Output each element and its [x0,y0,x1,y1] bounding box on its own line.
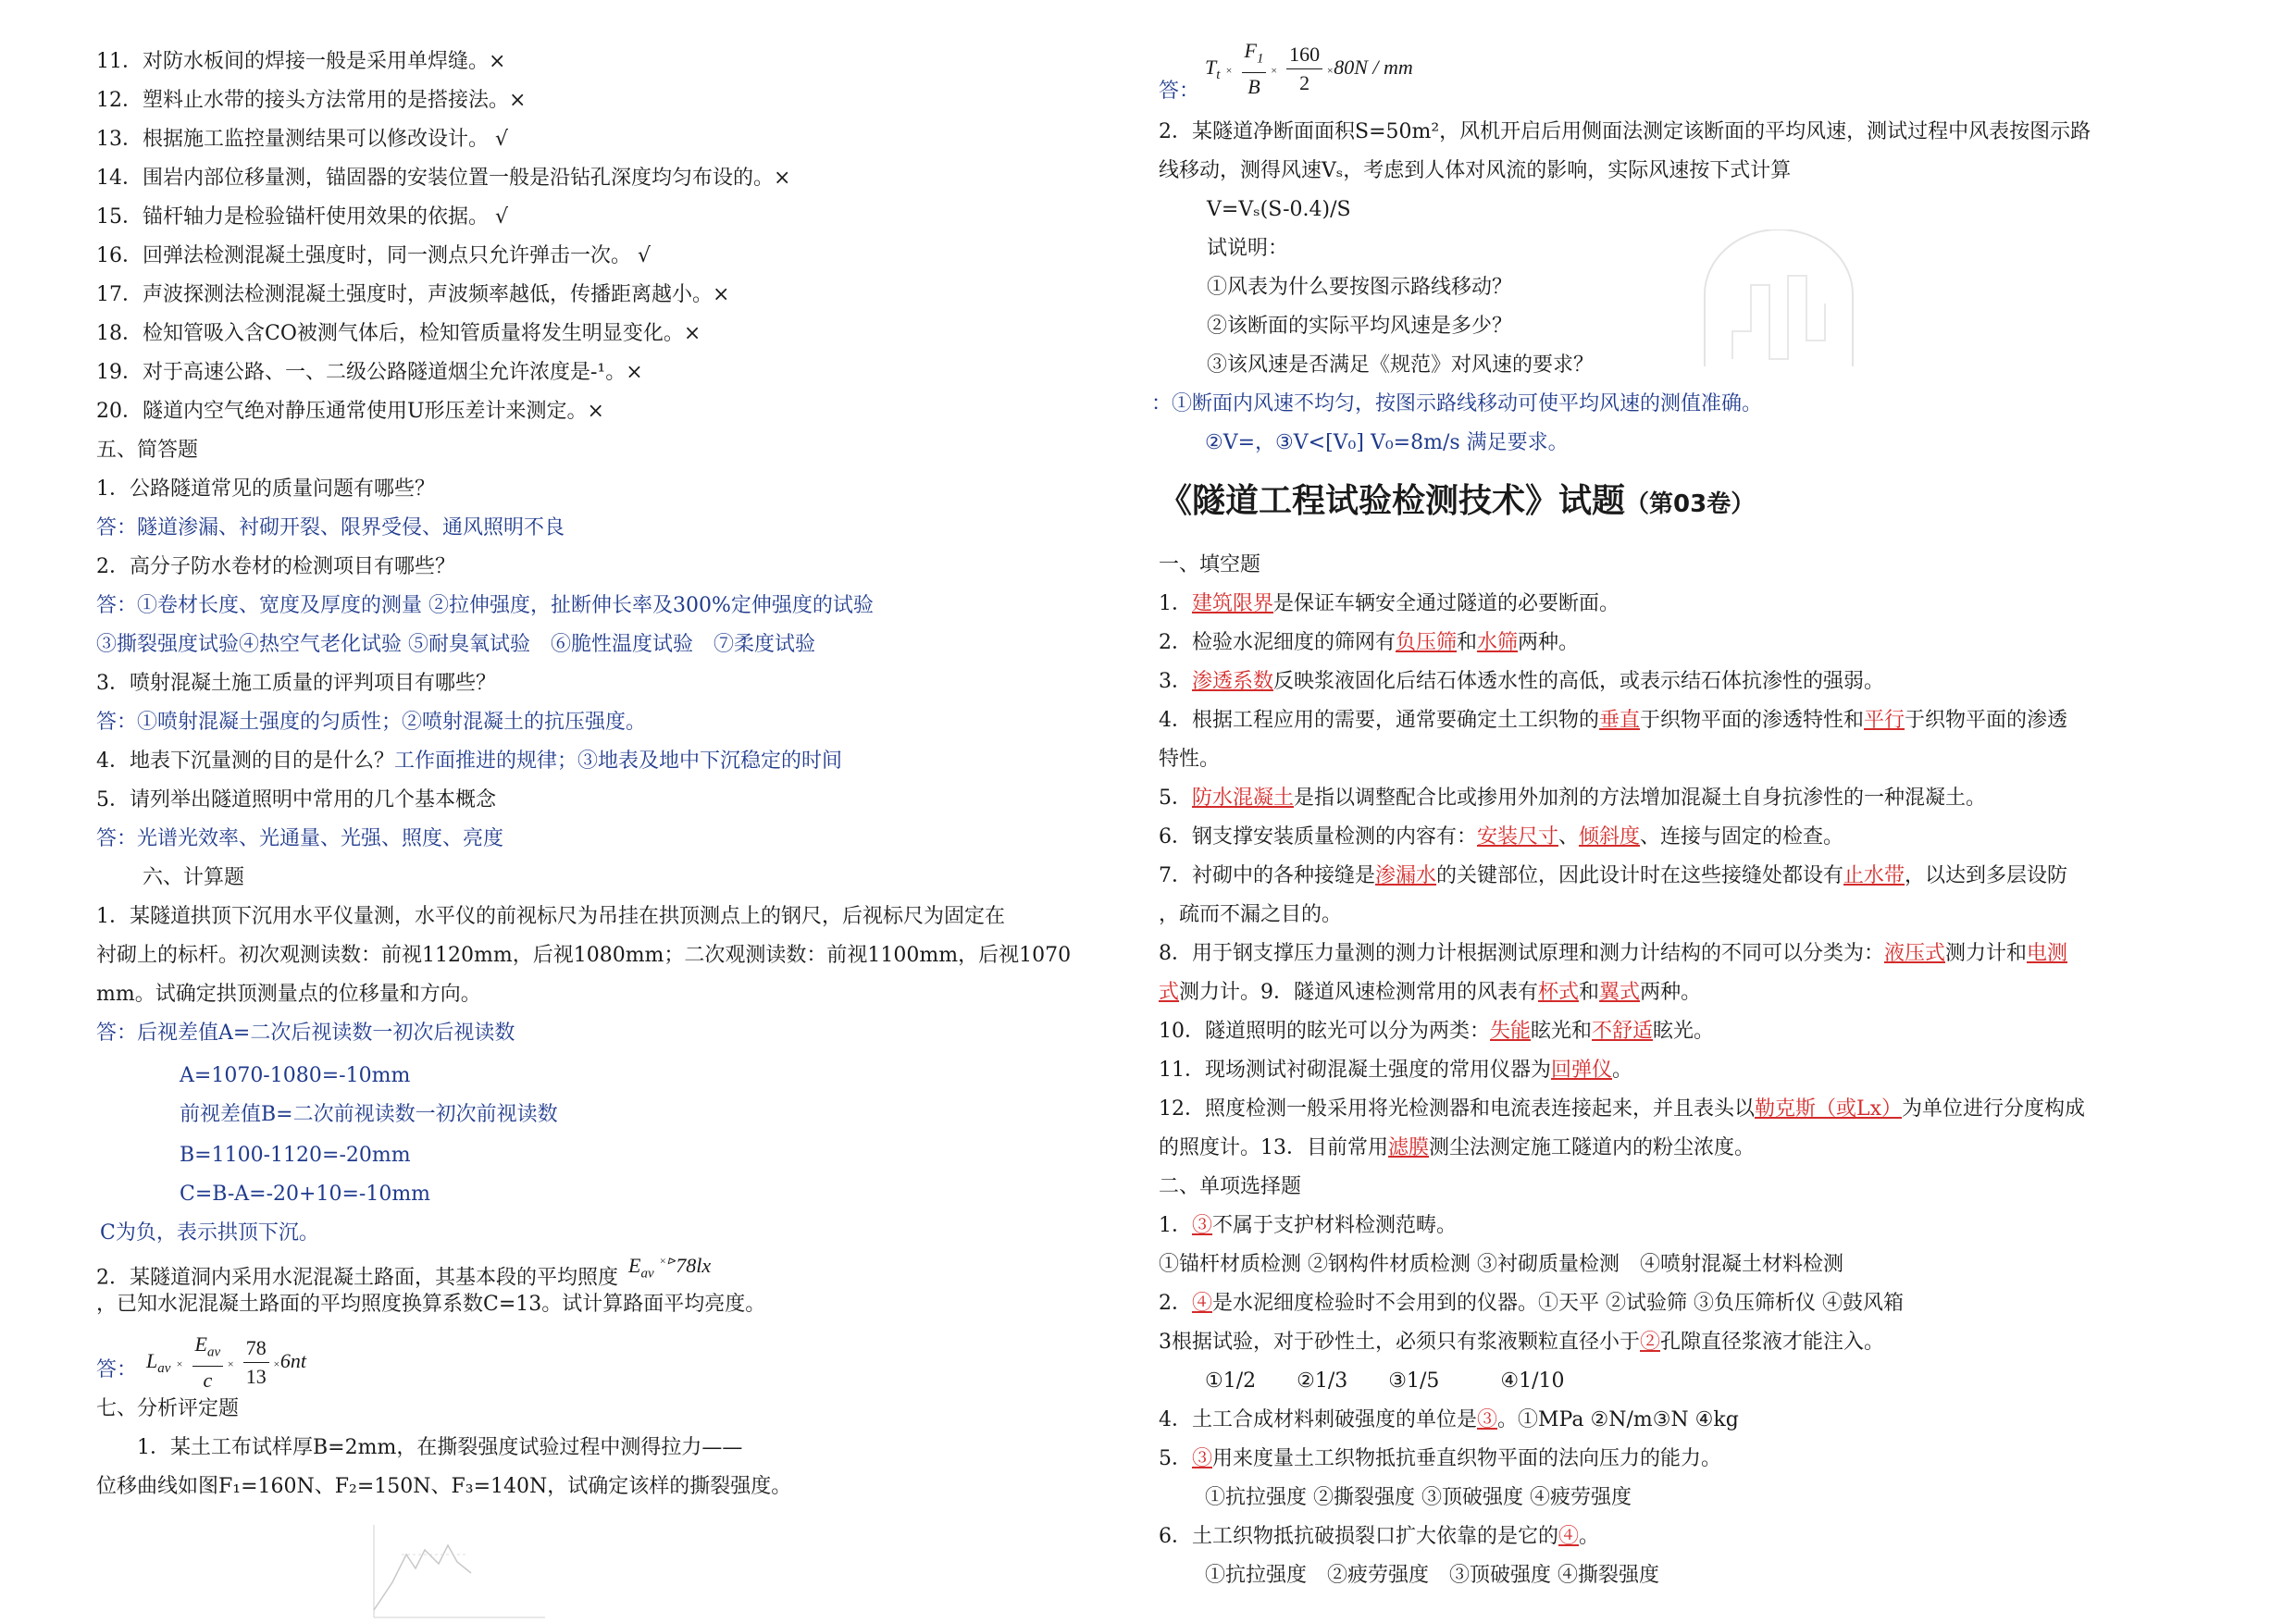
fill-item-12a [1159,1096,2085,1123]
fill-item-8b [1159,979,1701,1007]
judge-item: 18．检知管吸入含CO被测气体后，检知管质量将发生明显变化。× [96,322,701,345]
fill-text: 的照度计。13．目前常用 [1159,1136,1388,1159]
fill-item-6 [1159,824,1843,851]
choice-item-4 [1159,1406,1739,1434]
section-title-2: 二、单项选择题 [1159,1175,1302,1198]
fill-answer: 不舒适 [1592,1020,1654,1043]
choice-text: 孔隙直径浆液才能注入。 [1660,1331,1885,1354]
fill-text: 和 [1457,631,1478,654]
choice-text: 是水泥细度检验时不会用到的仪器。①天平 ②试验筛 ③负压筛析仪 ④鼓风箱 [1212,1292,1904,1315]
question-7-2f: ②该断面的实际平均风速是多少？ [1207,315,1513,338]
choice-answer: ③ [1192,1447,1213,1470]
answer-5-2b: ③撕裂强度试验④热空气老化试验 ⑤耐臭氧试验 ⑥脆性温度试验 ⑦柔度试验 [96,633,815,656]
question-5-3: 3．喷射混凝土施工质量的评判项目有哪些？ [96,672,496,695]
question-7-2d: 试说明： [1207,237,1289,260]
judge-item: 20．隧道内空气绝对静压通常使用U形压差计来测定。× [96,400,604,423]
choice-item-6-options: ①抗拉强度 ②疲劳强度 ③顶破强度 ④撕裂强度 [1205,1564,1659,1587]
fill-text: 反映浆液固化后结石体透水性的高低，或表示结石体抗渗性的强弱。 [1273,670,1885,693]
fill-answer: 渗透系数 [1192,670,1274,693]
question-6-1b: 衬砌上的标杆。初次观测读数：前视1120mm，后视1080mm；二次观测读数：前视1100mm，后视1070 [96,944,1072,967]
fill-text: 4．根据工程应用的需要，通常要确定土工织物的 [1159,709,1599,732]
fill-answer: 负压筛 [1396,631,1458,654]
fill-text: 3． [1159,670,1192,693]
judge-item: 14．围岩内部位移量测，锚固器的安装位置一般是沿钻孔深度均匀布设的。× [96,167,791,190]
answer-5-2a: 答：①卷材长度、宽度及厚度的测量 ②拉伸强度，扯断伸长率及300%定伸强度的试验 [96,594,874,617]
fill-answer: 液压式 [1884,942,1946,965]
question-6-2-text: 2．某隧道洞内采用水泥混凝土路面，其基本段的平均照度 [96,1266,618,1290]
fill-item-8a [1159,940,2067,968]
judge-item: 17．声波探测法检测混凝土强度时，声波频率越低，传播距离越小。× [96,283,730,306]
choice-answer: ③ [1477,1408,1498,1431]
answer-6-1f: C为负，表示拱顶下沉。 [100,1221,319,1245]
choice-answer: ④ [1558,1525,1580,1548]
question-7-1a: 1．某土工布试样厚B=2mm，在撕裂强度试验过程中测得拉力—— [137,1436,743,1459]
fill-item-4b: 特性。 [1159,748,1221,771]
answer-5-3: 答：①喷射混凝土强度的匀质性；②喷射混凝土的抗压强度。 [96,711,647,734]
force-displacement-curve-image [365,1518,550,1619]
fill-text: 12．照度检测一般采用将光检测器和电流表连接起来，并且表头以 [1159,1097,1755,1121]
fill-text: 的关键部位，因此设计时在这些接缝处都设有 [1436,864,1844,887]
tear-strength-formula: $T_t$ × $\frac{F_1}{B}$ × $\frac{160}{2}$ ×80N / mm [1205,39,1413,99]
choice-item-6 [1159,1523,1599,1551]
fill-text: 测力计和 [1945,942,2028,965]
judge-item: 19．对于高速公路、一、二级公路隧道烟尘允许浓度是-¹。× [96,361,643,384]
fill-item-7a [1159,862,2067,890]
answer-5-4: 工作面推进的规律；③地表及地中下沉稳定的时间 [394,750,843,773]
fill-answer: 翼式 [1599,981,1641,1004]
fill-text: 7．衬砌中的各种接缝是 [1159,864,1375,887]
question-5-2: 2．高分子防水卷材的检测项目有哪些？ [96,555,455,578]
fill-item-1 [1159,590,1620,618]
answer-6-1a: 答：后视差值A=二次后视读数一初次后视读数 [96,1022,515,1045]
fill-answer: 式 [1159,981,1180,1004]
choice-item-5-options: ①抗拉强度 ②撕裂强度 ③顶破强度 ④疲劳强度 [1205,1486,1632,1509]
question-7-2e: ①风表为什么要按图示路线移动？ [1207,276,1513,299]
fill-answer: 倾斜度 [1579,825,1641,849]
fill-answer: 失能 [1490,1020,1532,1043]
fill-text: 6．钢支撑安装质量检测的内容有： [1159,825,1477,849]
fill-text: 和 [1579,981,1600,1004]
question-7-1b: 位移曲线如图F₁=160N、F₂=150N、F₃=140N，试确定该样的撕裂强度。 [96,1475,792,1498]
exam-title-main: 《隧道工程试验检测技术》试题 [1159,482,1626,520]
fill-text: 2．检验水泥细度的筛网有 [1159,631,1396,654]
question-6-1c: mm。试确定拱顶测量点的位移量和方向。 [96,983,481,1006]
fill-text: 、连接与固定的检查。 [1640,825,1844,849]
question-7-2b: 线移动，测得风速Vₛ，考虑到人体对风流的影响，实际风速按下式计算 [1159,159,1792,182]
question-7-2a: 2．某隧道净断面面积S=50m²，风机开启后用侧面法测定该断面的平均风速，测试过程中风表按图示路 [1159,120,2091,143]
fill-text: 于织物平面的渗透特性和 [1640,709,1865,732]
fill-answer: 水筛 [1477,631,1519,654]
choice-text: 4．土工合成材料刺破强度的单位是 [1159,1408,1477,1431]
choice-text: 3根据试验，对于砂性土，必须只有浆液颗粒直径小于 [1159,1331,1640,1354]
fill-text: ，以达到多层设防 [1905,864,2068,887]
fill-text: 两种。 [1518,631,1580,654]
choice-text: 。 [1579,1525,1600,1548]
tunnel-section-image [1695,229,1862,368]
fill-text: 10．隧道照明的眩光可以分为两类： [1159,1020,1490,1043]
luminance-result: 6nt [279,1348,306,1372]
choice-answer: ③ [1192,1214,1213,1237]
fill-answer: 滤膜 [1388,1136,1430,1159]
question-6-1a: 1．某隧道拱顶下沉用水平仪量测，水平仪的前视标尺为吊挂在拱顶测点上的钢尺，后视标尺为固定在 [96,905,1006,928]
choice-answer: ④ [1192,1292,1213,1315]
choice-item-3-options: ①1/2 ②1/3 ③1/5 ④1/10 [1205,1369,1565,1393]
choice-text: 。①MPa ②N/m③N ④kg [1497,1408,1739,1431]
fill-item-2 [1159,629,1579,657]
fill-text: 5． [1159,787,1192,810]
choice-item-2 [1159,1290,1904,1318]
answer-7-1-prefix: 答： [1159,80,1200,103]
judge-item: 15．锚杆轴力是检验锚杆使用效果的依据。 √ [96,205,509,229]
fill-text: 。 [1612,1059,1633,1082]
section-title-7: 七、分析评定题 [96,1397,240,1420]
question-5-5: 5．请列举出隧道照明中常用的几个基本概念 [96,788,496,812]
illuminance-formula: $E_{av}$ ×⊳78lx [628,1254,712,1282]
choice-item-1-options: ①锚杆材质检测 ②钢构件材质检测 ③衬砌质量检测 ④喷射混凝土材料检测 [1159,1253,1843,1276]
fill-text: 为单位进行分度构成 [1902,1097,2086,1121]
choice-item-3 [1159,1329,1884,1357]
choice-text: 6．土工织物抵抗破损裂口扩大依靠的是它的 [1159,1525,1558,1548]
fill-text: 1． [1159,592,1192,615]
luminance-formula: $L_{av}$ × $\frac{E_{av}}{c}$ × $\frac{78}{13}$ ×6nt [146,1332,306,1393]
exam-title-volume: （第03卷） [1625,490,1756,518]
fill-text: 8．用于钢支撑压力量测的测力计根据测试原理和测力计结构的不同可以分类为： [1159,942,1884,965]
tear-strength-result: 80N / mm [1334,55,1413,79]
answer-6-1e: C=B-A=-20+10=-10mm [180,1183,431,1206]
fill-text: 测尘法测定施工隧道内的粉尘浓度。 [1429,1136,1756,1159]
fill-answer: 平行 [1864,709,1905,732]
choice-text: 5． [1159,1447,1192,1470]
fill-answer: 回弹仪 [1551,1059,1613,1082]
choice-answer: ② [1640,1331,1661,1354]
fill-item-5 [1159,785,1986,812]
fill-item-11 [1159,1057,1632,1084]
answer-5-1: 答：隧道渗漏、衬砌开裂、限界受侵、通风照明不良 [96,516,565,539]
fill-answer: 止水带 [1843,864,1905,887]
answer-6-1d: B=1100-1120=-20mm [180,1144,411,1167]
question-7-2g: ③该风速是否满足《规范》对风速的要求？ [1207,353,1595,377]
fill-answer: 杯式 [1538,981,1580,1004]
fill-text: 是指以调整配合比或掺用外加剂的方法增加混凝土自身抗渗性的一种混凝土。 [1294,787,1987,810]
fill-text: 两种。 [1640,981,1702,1004]
fill-item-4a [1159,707,2067,735]
fill-text: 测力计。9．隧道风速检测常用的风表有 [1179,981,1539,1004]
fill-item-12b [1159,1134,1755,1162]
illuminance-value: 78lx [676,1254,712,1278]
answer-5-5: 答：光谱光效率、光通量、光强、照度、亮度 [96,827,504,850]
fill-text: 11．现场测试衬砌混凝土强度的常用仪器为 [1159,1059,1551,1082]
answer-6-2-prefix: 答： [96,1358,138,1381]
section-title-5: 五、简答题 [96,439,199,462]
answer-6-1c: 前视差值B=二次前视读数一初次前视读数 [180,1103,558,1126]
answer-6-1b: A=1070-1080=-10mm [180,1064,411,1087]
fill-answer: 建筑限界 [1192,592,1274,615]
question-5-4: 4．地表下沉量测的目的是什么？ [96,750,394,773]
fill-answer: 防水混凝土 [1192,787,1295,810]
answer-7-2b: ②V=，③V<[V₀] V₀=8m/s 满足要求。 [1205,431,1569,454]
choice-text: 不属于支护材料检测范畴。 [1212,1214,1458,1237]
answer-7-2a: ：①断面内风速不均匀，按图示路线移动可使平均风速的测值准确。 [1151,392,1763,415]
choice-text: 1． [1159,1214,1192,1237]
judge-item: 11．对防水板间的焊接一般是采用单焊缝。× [96,50,506,73]
question-5-4-line [96,748,842,775]
fill-text: 是保证车辆安全通过隧道的必要断面。 [1273,592,1620,615]
choice-text: 2． [1159,1292,1192,1315]
judge-item: 16．回弹法检测混凝土强度时，同一测点只允许弹击一次。 √ [96,244,652,267]
section-title-6: 六、计算题 [143,866,245,889]
fill-item-10 [1159,1018,1714,1046]
fill-item-3 [1159,668,1884,696]
exam-title [1159,481,1755,525]
fill-text: 于织物平面的渗透 [1905,709,2068,732]
fill-answer: 渗漏水 [1375,864,1437,887]
judge-item: 13．根据施工监控量测结果可以修改设计。 √ [96,128,509,151]
choice-item-1 [1159,1212,1457,1240]
question-7-2c: V=Vₛ(S-0.4)/S [1207,198,1351,221]
question-6-2b: ，已知水泥混凝土路面的平均照度换算系数C=13。试计算路面平均亮度。 [96,1293,766,1316]
fill-answer: 安装尺寸 [1477,825,1559,849]
section-title-1: 一、填空题 [1159,553,1261,576]
fill-answer: 垂直 [1599,709,1641,732]
judge-item: 12．塑料止水带的接头方法常用的是搭接法。× [96,89,527,112]
choice-text: 用来度量土工织物抵抗垂直织物平面的法向压力的能力。 [1212,1447,1722,1470]
fill-answer: 勒克斯（或Lx） [1755,1097,1903,1121]
fill-text: 眩光。 [1653,1020,1715,1043]
question-5-1: 1．公路隧道常见的质量问题有哪些？ [96,477,435,501]
fill-text: 眩光和 [1531,1020,1593,1043]
fill-answer: 电测 [2027,942,2068,965]
fill-item-7b: ，疏而不漏之目的。 [1159,903,1343,926]
fill-text: 、 [1558,825,1580,849]
choice-item-5 [1159,1445,1721,1473]
